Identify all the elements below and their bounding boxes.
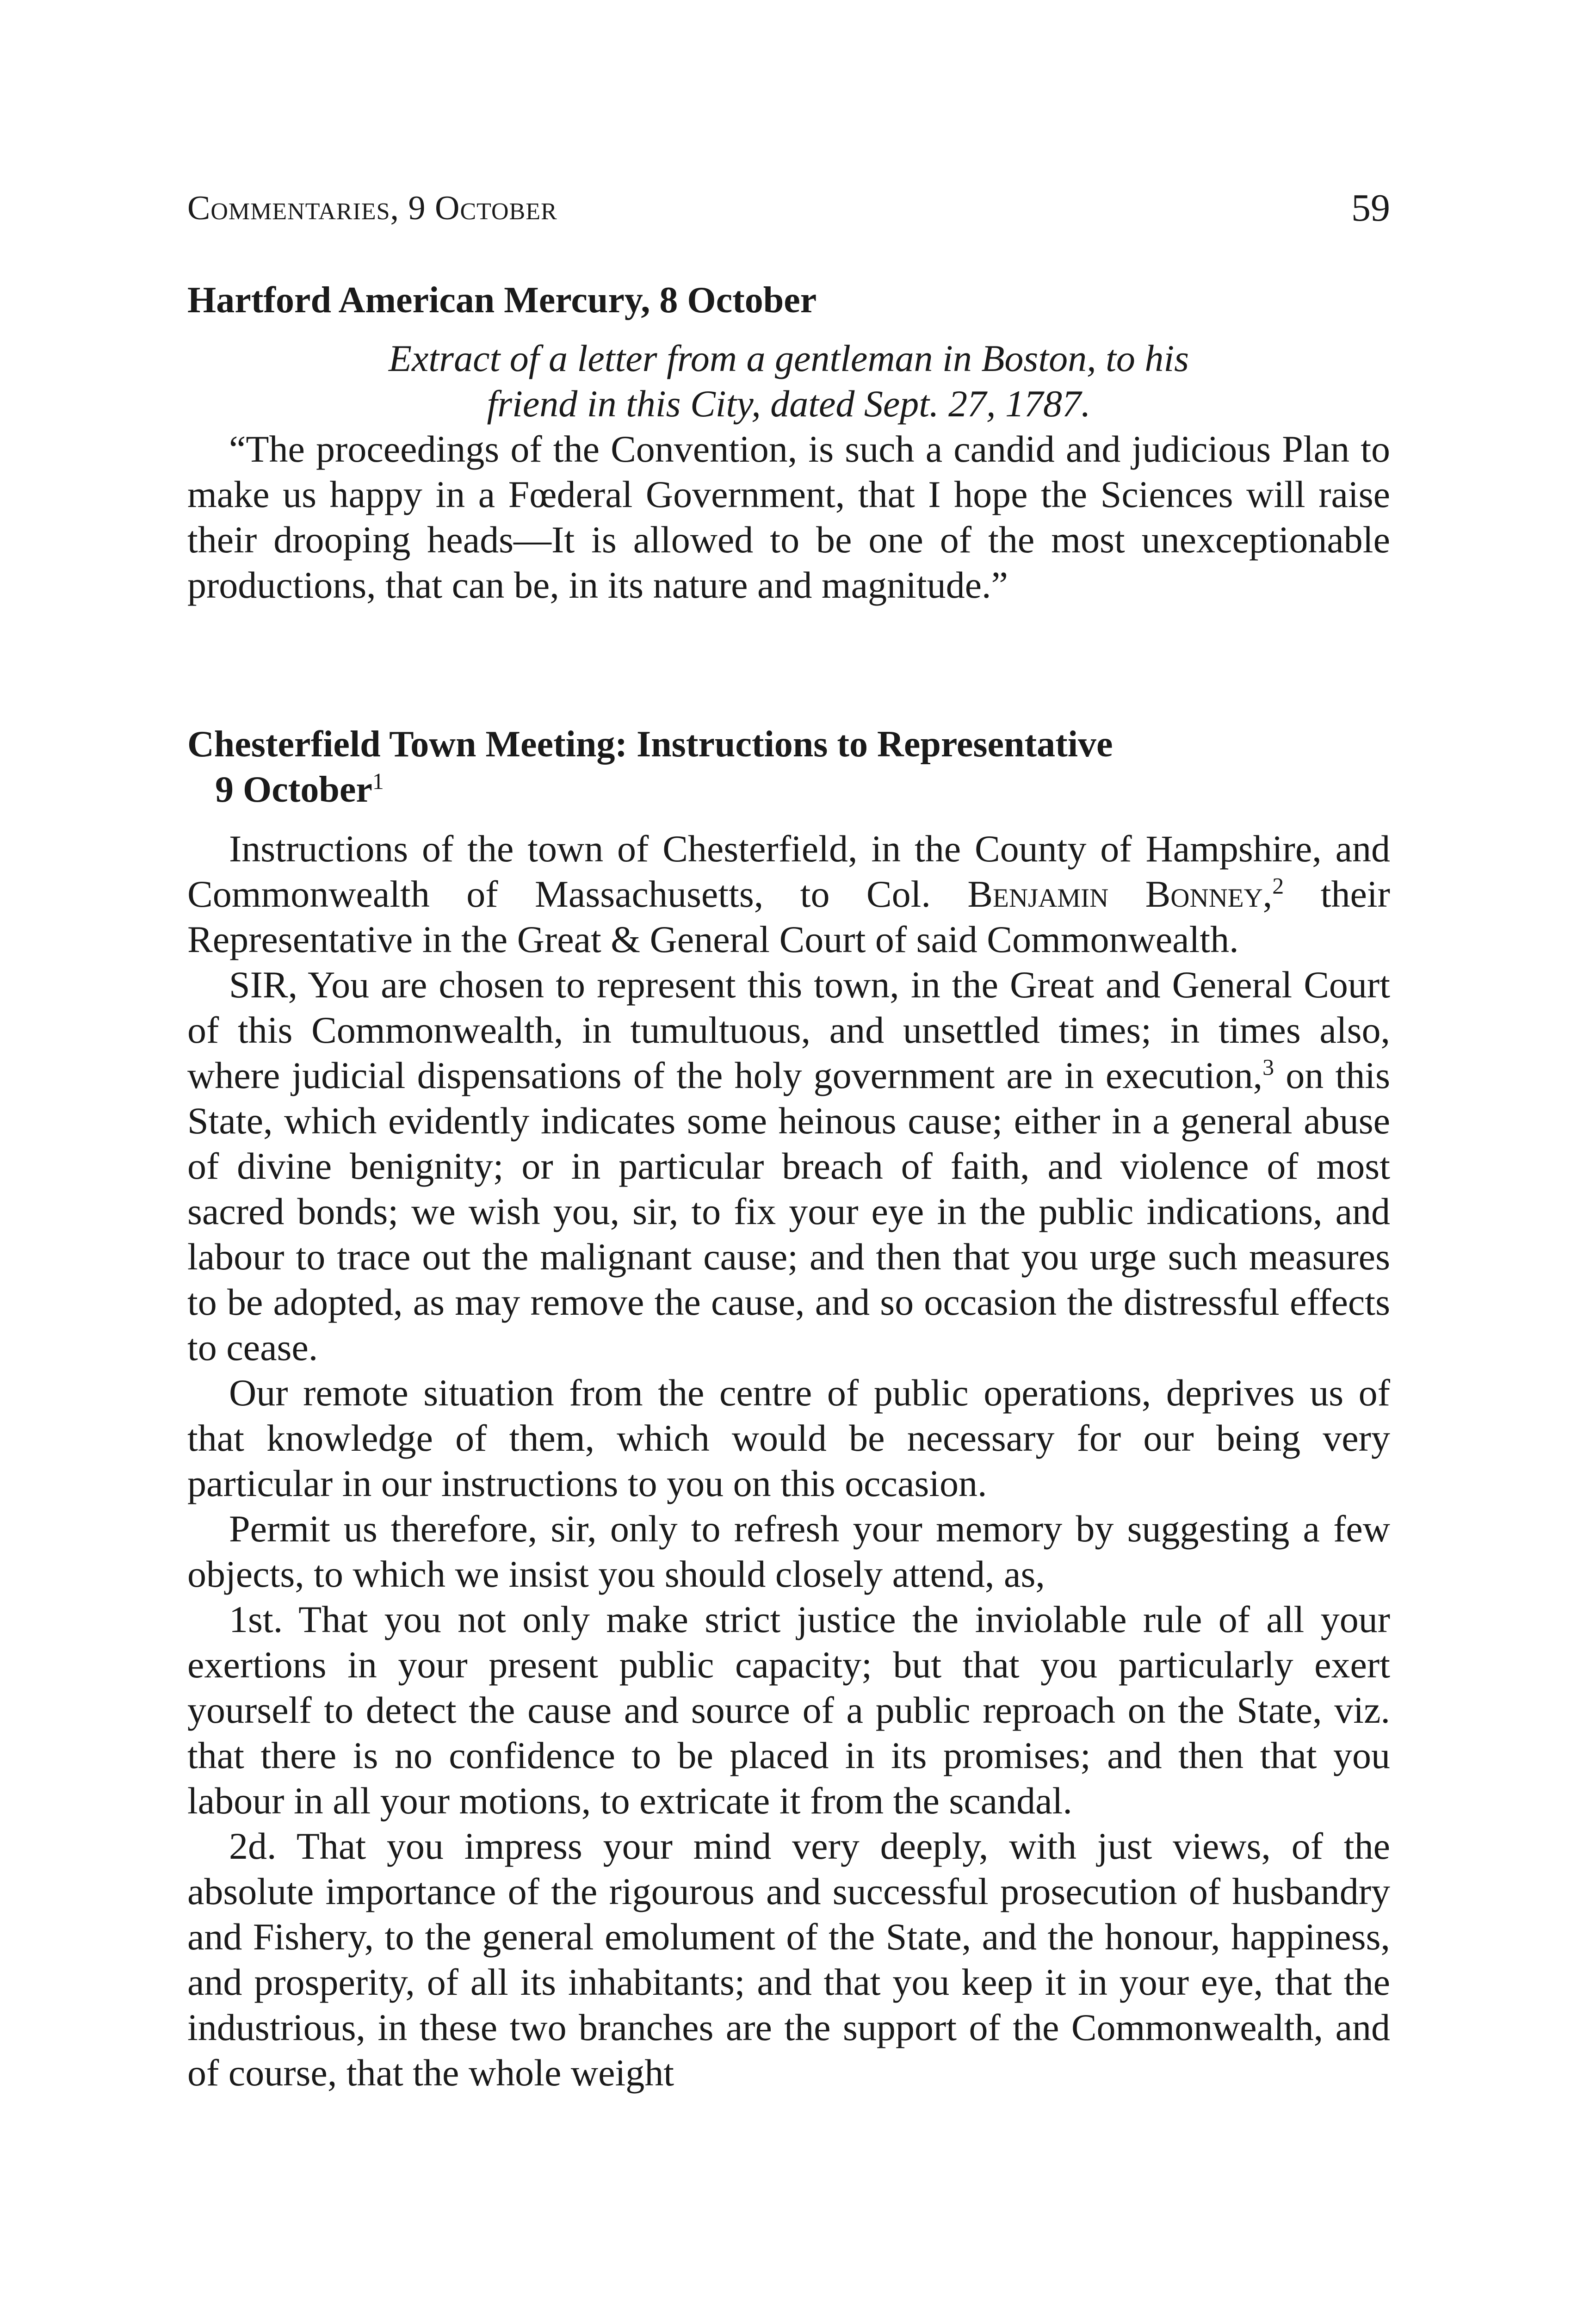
footnote-ref-2[interactable]: 2: [1272, 872, 1284, 899]
heading-line-2: [187, 767, 1390, 812]
representative-name: Benjamin Bonney,: [967, 873, 1273, 915]
article-chesterfield-instructions: [187, 722, 1390, 2096]
intro-paragraph: Instructions of the town of Chesterfield, in the County of Hampshire, and Commonwealth of Massachusetts, to Col. Benjamin Bonney,$^2$ their Representative in the Great & General Court of said Commonwealth.: [187, 828, 1390, 960]
heading-line-1: Chesterfield Town Meeting: Instructions to Representative: [187, 724, 1113, 765]
dateline-line-1: Extract of a letter from a gentleman in Boston, to his: [388, 337, 1189, 379]
running-head-title: Commentaries, 9 October: [187, 189, 557, 227]
article-hartford-mercury: [187, 278, 1390, 608]
dateline-line-2: friend in this City, dated Sept. 27, 1787.: [487, 383, 1091, 425]
footnote-ref-3[interactable]: 3: [1262, 1054, 1274, 1080]
remote-situation-paragraph: Our remote situation from the centre of public operations, deprives us of that knowledge of them, which would be necessary for our being very particular in our instructions to you on this occasion.: [187, 1372, 1390, 1504]
article-heading: Hartford American Mercury, 8 October: [187, 280, 817, 321]
article-dateline: [187, 336, 1390, 427]
heading-date: 9 October: [215, 769, 372, 810]
running-head: [187, 183, 1390, 234]
permit-paragraph: Permit us therefore, sir, only to refresh your memory by suggesting a few objects, to which we insist you should closely attend, as,: [187, 1508, 1390, 1595]
footnote-ref-1[interactable]: 1: [372, 768, 384, 794]
sir-paragraph: SIR, You are chosen to represent this town, in the Great and General Court of this Commonwealth, in tumultuous, and unsettled times; in times also, where judicial dispensations of the holy government are in execution,$^3$ on this State, which evidently indicates some heinous cause; either in a general abuse of divine benignity; or in particular breach of faith, and violence of most sacred bonds; we wish you, sir, to fix your eye in the public indications, and labour to trace out the malignant cause; and then that you urge such measures to be adopted, as may remove the cause, and so occasion the distressful effects to cease.: [187, 964, 1390, 1368]
first-instruction-paragraph: 1st. That you not only make strict justice the inviolable rule of all your exertions in your present public capacity; but that you particularly exert yourself to detect the cause and source of a public reproach on the State, viz. that there is no confidence to be placed in its promises; and then that you labour in all your motions, to extricate it from the scandal.: [187, 1598, 1390, 1822]
letter-paragraph: “The proceedings of the Convention, is such a candid and judicious Plan to make us happy in a Fœderal Government, that I hope the Sciences will raise their drooping heads—It is allowed to be one of the most unexceptionable productions, that can be, in its nature and magnitude.”: [187, 428, 1390, 606]
second-instruction-paragraph: 2d. That you impress your mind very deeply, with just views, of the absolute importance of the rigourous and successful prosecution of husbandry and Fishery, to the general emolument of the State, and the honour, happiness, and prosperity, of all its inhabitants; and that you keep it in your eye, that the industrious, in these two branches are the support of the Commonwealth, and of course, that the whole weight: [187, 1825, 1390, 2094]
article-heading: [187, 722, 1390, 812]
page-number: 59: [1351, 186, 1390, 229]
